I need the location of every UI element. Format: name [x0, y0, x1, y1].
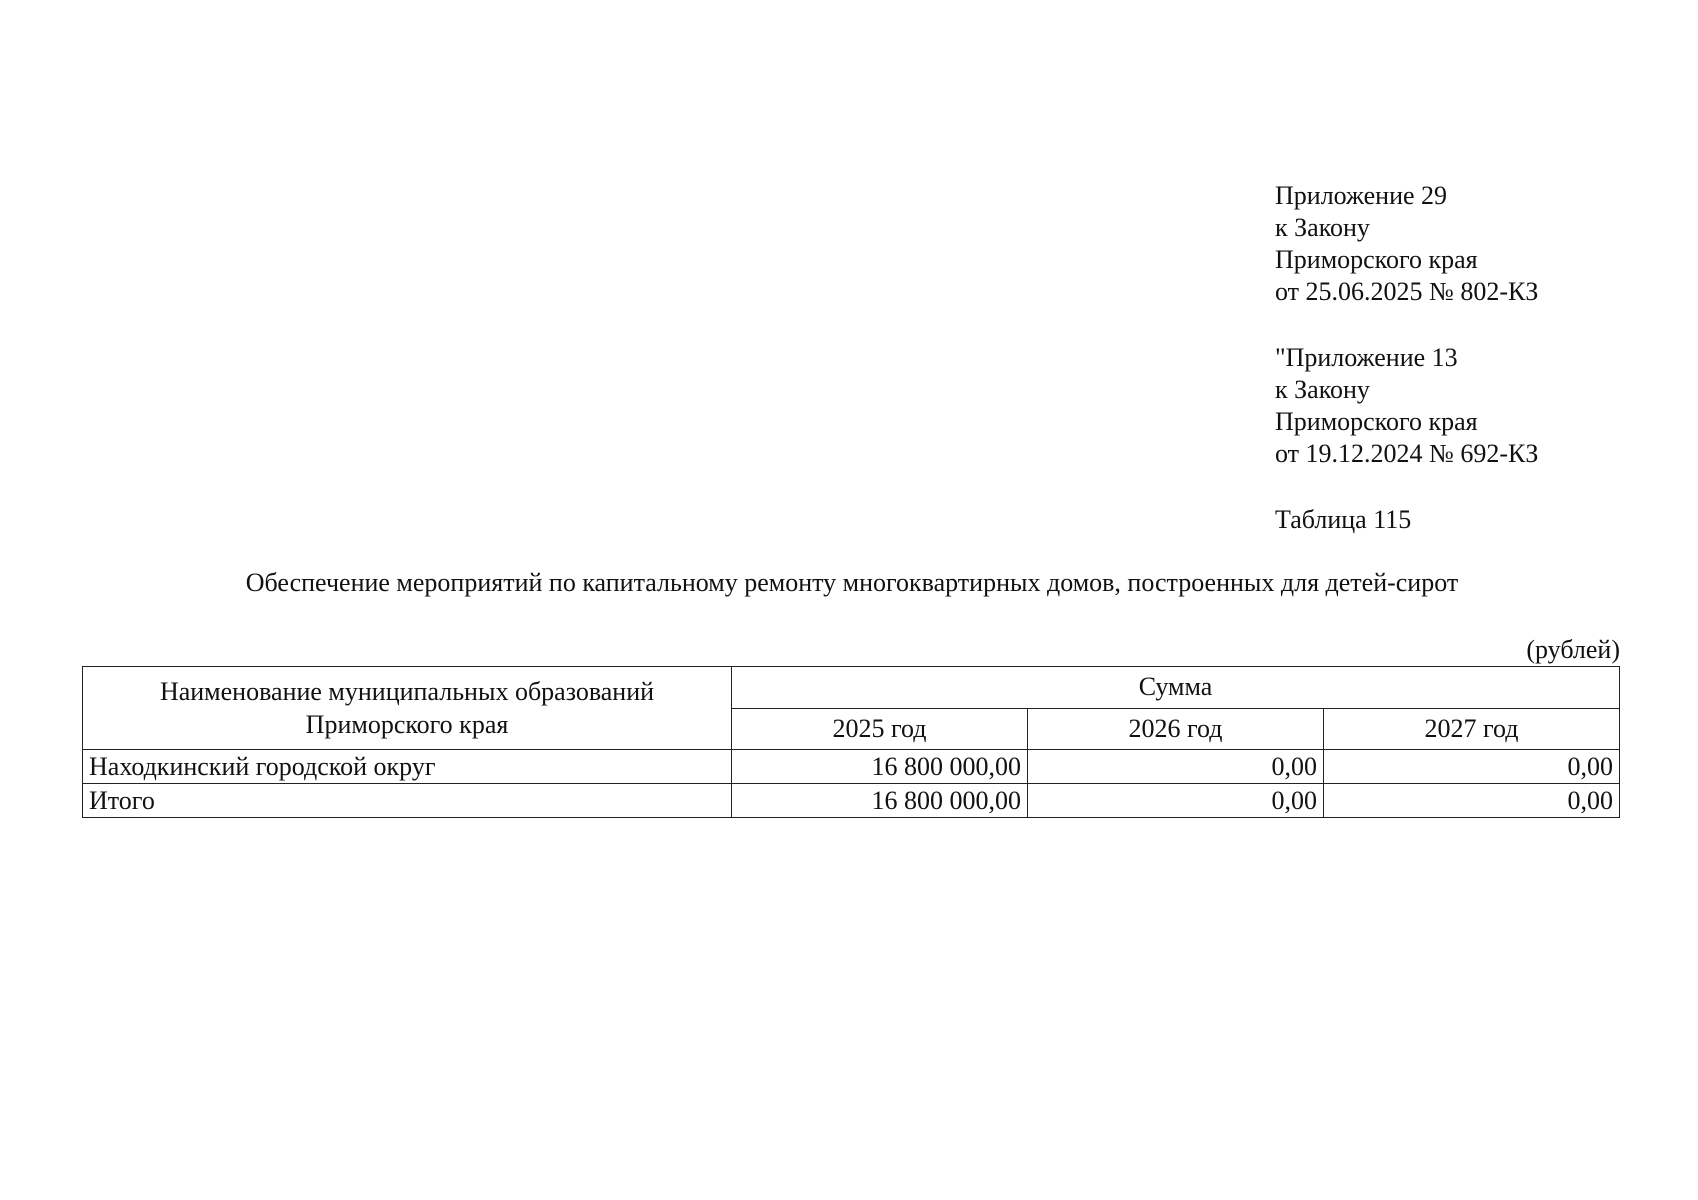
- annex-line: Приложение 29: [1275, 181, 1448, 210]
- header-municipality: [83, 667, 732, 750]
- annex-current: [1275, 180, 1538, 308]
- annex-line: от 19.12.2024 № 692-КЗ: [1275, 439, 1539, 468]
- row-value-2027: 0,00: [1324, 750, 1620, 784]
- funding-table: [82, 666, 1620, 818]
- total-label: Итого: [83, 784, 732, 818]
- annex-previous: [1275, 342, 1538, 470]
- annex-line: Приморского края: [1275, 245, 1478, 274]
- header-municipality-line2: Приморского края: [305, 710, 509, 739]
- annex-line: от 25.06.2025 № 802-КЗ: [1275, 277, 1539, 306]
- row-municipality: Находкинский городской округ: [83, 750, 732, 784]
- annex-line: "Приложение 13: [1275, 343, 1458, 372]
- units-label: (рублей): [1526, 635, 1620, 664]
- total-row: [83, 784, 1620, 818]
- table-row: [83, 750, 1620, 784]
- table-reference: Таблица 115: [1275, 505, 1412, 534]
- document-title: Обеспечение мероприятий по капитальному ремонту многоквартирных домов, построенных для детей-сирот: [245, 568, 1459, 597]
- total-value-2025: 16 800 000,00: [732, 784, 1028, 818]
- header-year-2027: 2027 год: [1324, 708, 1620, 750]
- header-municipality-line1: Наименование муниципальных образований: [159, 677, 655, 706]
- row-value-2025: 16 800 000,00: [732, 750, 1028, 784]
- annex-line: к Закону: [1275, 213, 1370, 242]
- annex-line: к Закону: [1275, 375, 1370, 404]
- header-sum: Сумма: [732, 667, 1620, 709]
- annex-line: Приморского края: [1275, 407, 1478, 436]
- header-year-2025: 2025 год: [732, 708, 1028, 750]
- row-value-2026: 0,00: [1028, 750, 1324, 784]
- header-row: [83, 667, 1620, 709]
- header-year-2026: 2026 год: [1028, 708, 1324, 750]
- total-value-2026: 0,00: [1028, 784, 1324, 818]
- total-value-2027: 0,00: [1324, 784, 1620, 818]
